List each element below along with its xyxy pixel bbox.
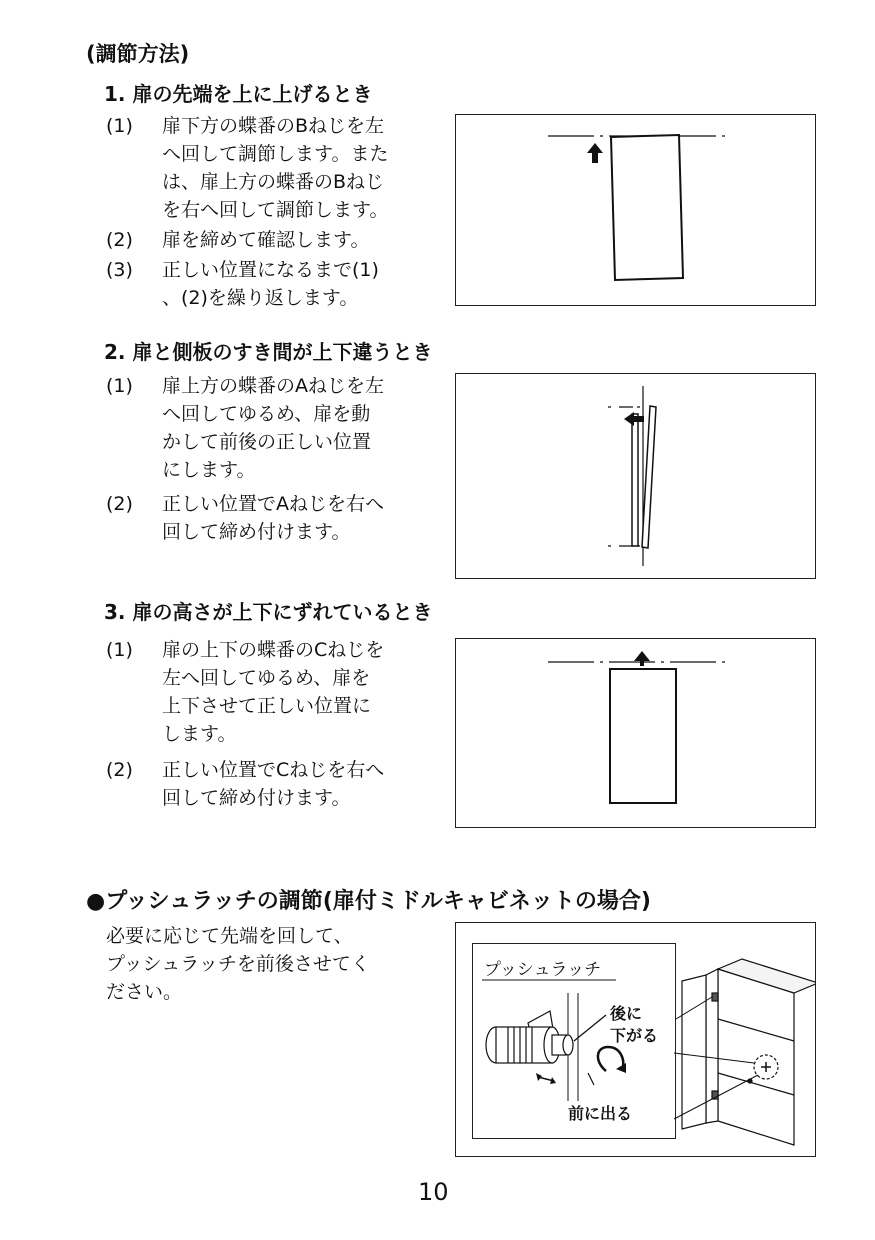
push-latch-line: ださい。 xyxy=(106,981,183,1003)
section-3-title: 3. 扉の高さが上下にずれているとき xyxy=(104,600,433,624)
push-latch-title: ●プッシュラッチの調節(扉付ミドルキャビネットの場合) xyxy=(86,889,651,914)
item-line: 上下させて正しい位置に xyxy=(162,695,372,717)
back-label-line: 後に xyxy=(610,1004,643,1023)
item-line: かして前後の正しい位置 xyxy=(162,431,372,453)
item-number: (2) xyxy=(106,493,133,515)
cabinet-illustration xyxy=(682,959,815,1145)
item-number: (2) xyxy=(106,229,133,251)
item-line: 扉を締めて確認します。 xyxy=(162,229,370,251)
latch-label: プッシュラッチ xyxy=(484,960,602,980)
item-number: (1) xyxy=(106,115,133,137)
figure-door-height xyxy=(455,638,816,828)
push-latch-illustration xyxy=(486,1011,573,1063)
item-line: 扉上方の蝶番のAねじを左 xyxy=(162,375,384,397)
section-2-title: 2. 扉と側板のすき間が上下違うとき xyxy=(104,340,433,364)
item-line: 回して締め付けます。 xyxy=(162,787,351,809)
section-1-title: 1. 扉の先端を上に上げるとき xyxy=(104,82,373,106)
forward-label: 前に出る xyxy=(568,1104,633,1123)
item-line: を右へ回して調節します。 xyxy=(162,199,389,221)
item-line: 正しい位置でAねじを右へ xyxy=(162,493,384,515)
item-line: 、(2)を繰り返します。 xyxy=(162,287,359,309)
item-line: へ回して調節します。また xyxy=(162,143,389,165)
item-line: します。 xyxy=(162,723,237,745)
item-number: (1) xyxy=(106,375,133,397)
up-arrow-icon xyxy=(587,143,603,163)
item-line: は、扉上方の蝶番のBねじ xyxy=(162,171,385,193)
figure-door-tip-raise xyxy=(455,114,816,306)
figure-door-gap xyxy=(455,373,816,579)
item-line: 扉の上下の蝶番のCねじを xyxy=(162,639,385,661)
push-latch-text xyxy=(106,922,370,1006)
item-line: 正しい位置でCねじを右へ xyxy=(162,759,385,781)
item-line: 回して締め付けます。 xyxy=(162,521,351,543)
page-number: 10 xyxy=(418,1178,449,1206)
item-number: (1) xyxy=(106,639,133,661)
push-latch-line: プッシュラッチを前後させてく xyxy=(106,953,370,975)
item-line: にします。 xyxy=(162,459,256,481)
page-title: (調節方法) xyxy=(86,42,190,66)
item-number: (3) xyxy=(106,259,133,281)
back-label-line: 下がる xyxy=(610,1026,659,1045)
push-latch-line: 必要に応じて先端を回して、 xyxy=(106,925,353,947)
item-line: 左へ回してゆるめ、扉を xyxy=(162,667,371,689)
figure-push-latch xyxy=(455,922,816,1157)
item-line: 扉下方の蝶番のBねじを左 xyxy=(162,115,385,137)
item-number: (2) xyxy=(106,759,133,781)
item-line: 正しい位置になるまで(1) xyxy=(162,259,379,281)
left-arrow-icon xyxy=(624,412,644,426)
item-line: へ回してゆるめ、扉を動 xyxy=(162,403,371,425)
